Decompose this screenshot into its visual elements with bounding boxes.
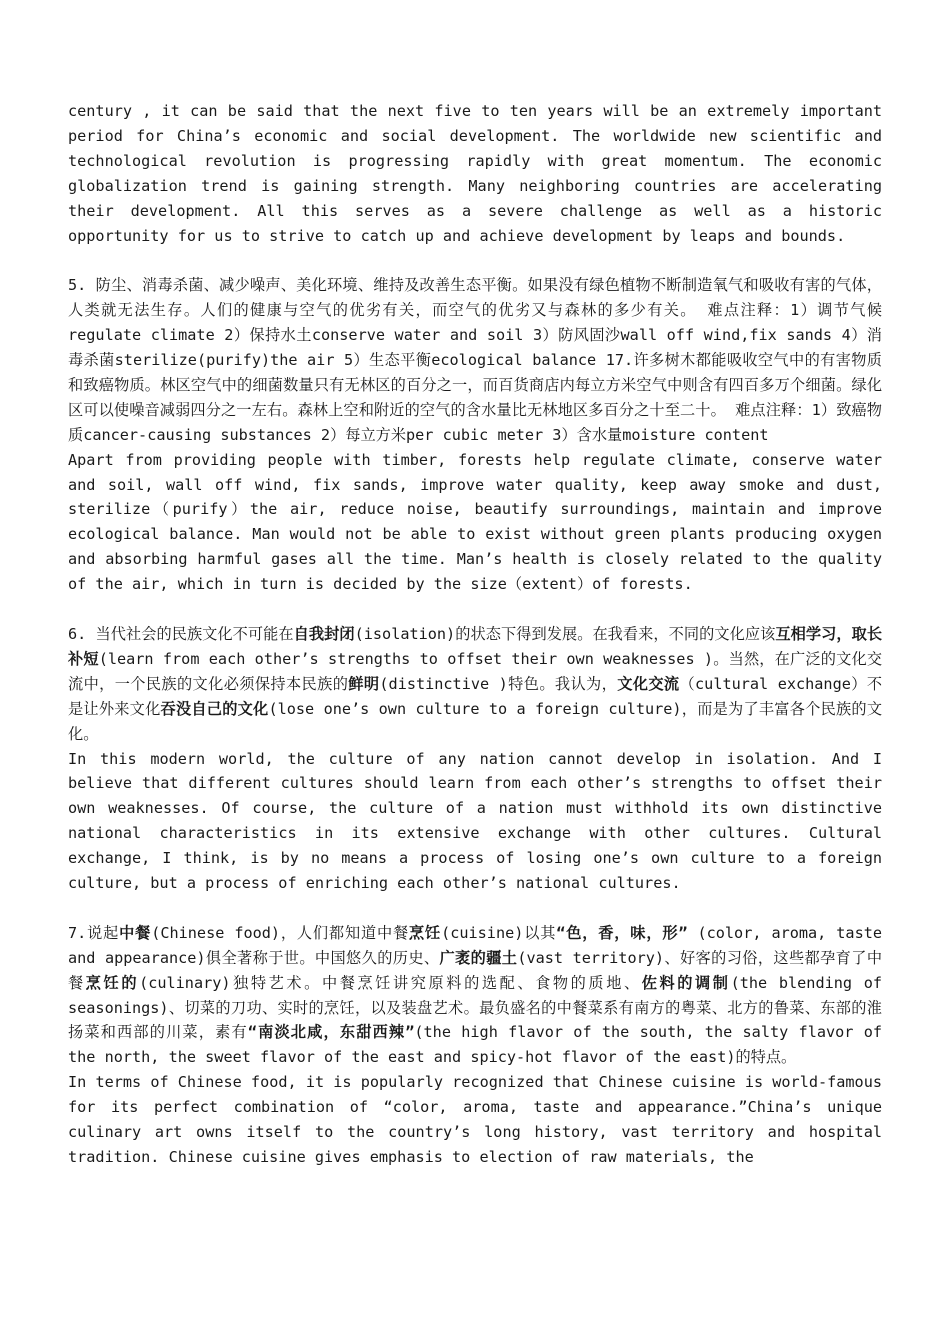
item-7-text: (the high flavor of the south, the salty flavor of the north, the sweet flavor of the east and spicy-hot flavor of the east)的特点。 <box>68 1023 883 1067</box>
item-7-text: 7.说起 <box>68 923 120 942</box>
item-6-text: (learn from each other’s strengths to offset their own weaknesses )。当然，在广泛的文化交流中，一个民族的文化必须保持本民族的 <box>68 649 883 693</box>
item-6-text: (lose one’s own culture to a foreign culture)，而是为了丰富各个民族的文化。 <box>68 699 883 743</box>
intro-english-paragraph: century , it can be said that the next five to ten years will be an extremely important period for China’s economic and social development. The worldwide new scientific and technological revolution is progressing rapidly with great momentum. The economic globalization trend is gaining strength. Many neighboring countries are accelerating their development. All this serves as a severe challenge as well as a historic opportunity for us to strive to catch up and achieve development by leaps and bounds. <box>68 102 882 245</box>
item-6-bold-term: 鲜明 <box>348 674 380 693</box>
paragraph-gap <box>68 248 882 273</box>
item-7-text: (the blending of seasonings)、切菜的刀功、实时的烹饪，以及装盘艺术。最负盛名的中餐菜系有南方的粤菜、北方的鲁菜、东部的淮扬菜和西部的川菜，素有 <box>68 973 883 1042</box>
item-7-bold-term: 广袤的疆土 <box>439 948 518 967</box>
item-7-text: (vast territory)、好客的习俗，这些都孕育了中餐 <box>68 948 883 992</box>
item-7-bold-term: 烹饪 <box>409 923 442 942</box>
item-6-bold-term: 自我封闭 <box>293 625 355 643</box>
document-page <box>68 99 882 1170</box>
item-6-text: (distinctive )特色。我认为， <box>379 674 618 693</box>
item-5-chinese-paragraph: 5. 防尘、消毒杀菌、减少噪声、美化环境、维持及改善生态平衡。如果没有绿色植物不断制造氧气和吸收有害的气体，人类就无法生存。人们的健康与空气的优劣有关，而空气的优劣又与森林的多少有关。 难点注释：1）调节气候regulate climate 2）保持水土conserve water and soil 3）防风固沙wall off wind,fix sands 4）消毒杀菌sterilize(purify)the air 5）生态平衡ecological balance 17.许多树木都能吸收空气中的有害物质和致癌物质。林区空气中的细菌数量只有无林区的百分之一，而百货商店内每立方米空气中则含有四百多万个细菌。绿化区可以使噪音减弱四分之一左右。森林上空和附近的空气的含水量比无林地区多百分之十至二十。 难点注释：1）致癌物质cancer-causing substances 2）每立方米per cubic meter 3）含水量moisture content <box>68 276 882 444</box>
item-7-bold-term: 烹饪的 <box>85 973 140 992</box>
item-7-text: (cuisine)以其 <box>441 923 557 942</box>
item-7-bold-term: 中餐 <box>119 923 152 942</box>
item-7-bold-term: “色，香，味，形” <box>556 923 688 942</box>
item-6-text: （cultural exchange）不是让外来文化 <box>68 674 883 718</box>
item-7-chinese-paragraph <box>68 921 882 1070</box>
item-6-text: 6. 当代社会的民族文化不可能在 <box>68 625 294 643</box>
item-6-bold-term: 互相学习，取长补短 <box>68 625 883 668</box>
item-6-bold-term: 吞没自己的文化 <box>160 699 269 718</box>
item-7-text: (color, aroma, taste and appearance)俱全著称于世。中国悠久的历史、 <box>68 923 883 967</box>
item-5-english-paragraph: Apart from providing people with timber, forests help regulate climate, conserve water and soil, wall off wind, fix sands, improve water quality, keep away smoke and dust, sterilize（purify）the air, reduce noise, beautify surroundings, maintain and improve ecological balance. Man would not be able to exist without green plants producing oxygen and absorbing harmful gases all the time. Man’s health is closely related to the quality of the air, which in turn is decided by the size（extent）of forests. <box>68 450 882 594</box>
item-7-text: (Chinese food)，人们都知道中餐 <box>151 923 410 942</box>
item-7-text: (culinary)独特艺术。中餐烹饪讲究原料的选配、食物的质地、 <box>139 973 642 992</box>
item-6-english-paragraph: In this modern world, the culture of any nation cannot develop in isolation. And I believe that different cultures should learn from each other’s strengths to offset their own weaknesses. Of course, the culture of a nation must withhold its own distinctive national characteristics in its extensive exchange with other cultures. Cultural exchange, I think, is by no means a process of losing one’s own culture to a foreign culture, but a process of enriching each other’s national cultures. <box>68 749 882 893</box>
paragraph-gap <box>68 597 882 622</box>
item-7-bold-term: “南淡北咸，东甜西辣” <box>247 1023 415 1042</box>
item-6-text: (isolation)的状态下得到发展。在我看来，不同的文化应该 <box>354 625 776 643</box>
paragraph-gap <box>68 896 882 921</box>
item-6-bold-term: 文化交流 <box>617 674 680 693</box>
item-6-chinese-paragraph <box>68 622 882 747</box>
item-7-bold-term: 佐料的调制 <box>641 973 731 992</box>
item-7-english-paragraph: In terms of Chinese food, it is popularly recognized that Chinese cuisine is world-famous for its perfect combination of “color, aroma, taste and appearance.”China’s unique culinary art owns itself to the country’s long history, vast territory and hospital tradition. Chinese cuisine gives emphasis to election of raw materials, the <box>68 1073 882 1167</box>
